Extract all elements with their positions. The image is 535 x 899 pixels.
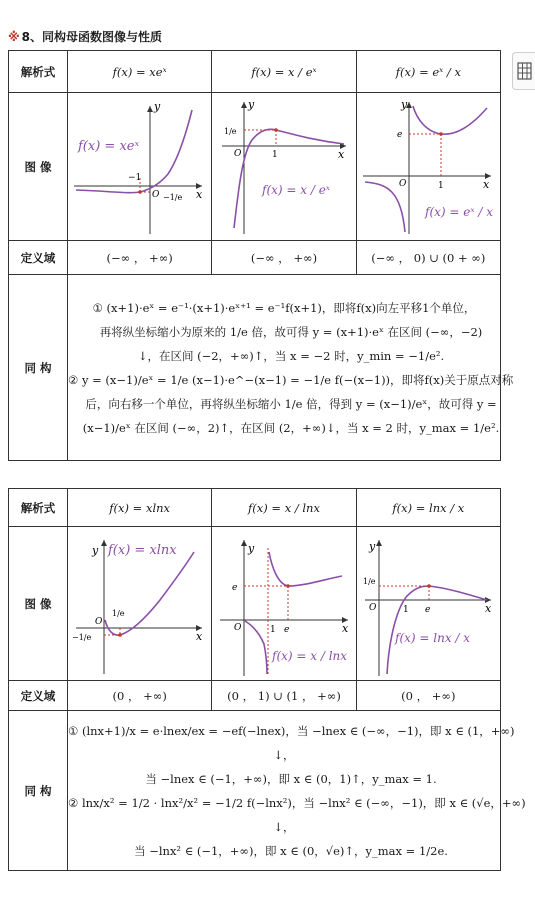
tong-line: ① (x+1)·eˣ = e⁻¹·(x+1)·eˣ⁺¹ = e⁻¹f(x+1)，即将f(x)向左平移1个单位， (92, 300, 476, 315)
row-tong (9, 711, 501, 871)
g6-origin-label: O (368, 602, 377, 613)
row-expression (9, 51, 501, 93)
tong-line: 当 −lnx² ∈ (−1，+∞)，即 x ∈ (0，√e)↑，y_max = 1/2e. (134, 843, 448, 858)
graph-2 (212, 527, 356, 681)
tong-line: ↓， (273, 819, 295, 834)
g1-x-label: x (196, 187, 203, 201)
g2-one-label: 1 (272, 149, 279, 160)
label-expression: 解析式 (9, 51, 68, 93)
tong-line: 后，向右移一个单位，再将纵坐标缩小 1/e 倍，得到 y = (x−1)/eˣ，故可得 y = (85, 396, 497, 411)
domain-2: (0 ， 1) ∪ (1 ， +∞) (212, 681, 356, 711)
g5-origin-label: O (234, 622, 242, 633)
g3-x-label: x (482, 177, 489, 191)
g3-y-label: y (400, 97, 407, 111)
label-expression: 解析式 (9, 489, 68, 527)
g6-x-label: x (484, 601, 491, 615)
g5-one-label: 1 (270, 624, 277, 635)
label-domain: 定义域 (9, 681, 68, 711)
domain-3: (0 ， +∞) (356, 681, 500, 711)
g4-y-label: y (92, 543, 99, 557)
func-3: f(x) = lnx / x (356, 489, 500, 527)
g5-x-label: x (342, 621, 349, 635)
domain-2: (−∞ ， +∞) (212, 241, 356, 275)
row-domain (9, 681, 501, 711)
g6-one-label: 1 (402, 604, 409, 615)
g1-y-label: y (154, 99, 161, 113)
func-2: f(x) = x / eˣ (212, 51, 356, 93)
tong-content (68, 711, 526, 871)
section-heading (8, 28, 162, 48)
g6-y-label: y (368, 539, 375, 553)
g4-origin-label: O (95, 616, 103, 627)
tong-line: 再将纵坐标缩小为原来的 1/e 倍，故可得 y = (x+1)·eˣ 在区间 (−∞，−2) (99, 324, 483, 339)
g2-inv-e-label: 1/e (224, 126, 237, 136)
g2-y-label: y (248, 97, 255, 111)
row-domain (9, 241, 501, 275)
row-tong (9, 275, 501, 461)
func-1: f(x) = xlnx (68, 489, 212, 527)
label-graph: 图 像 (9, 527, 68, 681)
g5-function-label: f(x) = x / lnx (272, 648, 348, 663)
g4-function-label: f(x) = xlnx (108, 542, 177, 558)
func-2: f(x) = x / lnx (212, 489, 356, 527)
func-1: f(x) = xeˣ (68, 51, 212, 93)
g2-origin-label: O (234, 148, 242, 159)
tong-line: ↓， (273, 747, 295, 762)
tong-line: 当 −lnex ∈ (−1，+∞)，即 x ∈ (0，1)↑，y_max = 1. (145, 771, 437, 786)
tong-line: ① (lnx+1)/x = e·lnex/ex = −ef(−lnex)，当 −lnex ∈ (−∞，−1)，即 x ∈ (1，+∞) (68, 723, 515, 738)
g5-e-label: e (284, 624, 290, 635)
g5-ye-label: e (232, 582, 238, 593)
g2-x-label: x (338, 147, 345, 161)
g3-e-label: e (396, 129, 402, 140)
domain-1: (−∞ ， +∞) (68, 241, 212, 275)
g1-function-label: f(x) = xeˣ (78, 138, 140, 154)
domain-1: (0 ， +∞) (68, 681, 212, 711)
label-tong: 同 构 (9, 711, 68, 871)
row-expression (9, 489, 501, 527)
graph-2 (212, 93, 356, 241)
domain-3: (−∞ ， 0) ∪ (0 + ∞) (356, 241, 500, 275)
label-domain: 定义域 (9, 241, 68, 275)
label-tong: 同 构 (9, 275, 68, 461)
g5-y-label: y (248, 541, 255, 555)
row-graph (9, 527, 501, 681)
tong-content (68, 275, 514, 461)
row-graph (9, 93, 501, 241)
g6-inv-e-label: 1/e (362, 576, 376, 586)
g6-function-label: f(x) = lnx / x (394, 630, 470, 645)
g3-one-label: 1 (437, 180, 444, 191)
g4-inv-e-label: 1/e (112, 608, 125, 618)
label-graph: 图 像 (9, 93, 68, 241)
tong-line: (x−1)/eˣ 在区间 (−∞，2)↑，在区间 (2，+∞)↓，当 x = 2 时，y_max = 1/e². (82, 420, 500, 435)
section-title: 8、同构母函数图像与性质 (21, 30, 163, 44)
g4-minus-inv-e-label: −1/e (72, 632, 92, 642)
g1-minus-one-label: −1 (128, 172, 142, 183)
grid-icon (517, 62, 532, 80)
g1-minus-inv-e-label: −1/e (163, 192, 183, 202)
table-logarithmic (8, 488, 526, 871)
side-tool-button[interactable] (512, 52, 535, 90)
graph-3 (356, 527, 500, 681)
g2-function-label: f(x) = x / eˣ (262, 182, 331, 197)
graph-1 (68, 93, 212, 241)
graph-1 (68, 527, 212, 681)
tong-line: ↓，在区间 (−2，+∞)↑，当 x = −2 时，y_min = −1/e². (137, 348, 445, 363)
table-exponential (8, 50, 514, 461)
tong-line: ② y = (x−1)/eˣ = 1/e (x−1)·e^−(x−1) = −1/e f(−(x−1))，即将f(x)关于原点对称 (68, 372, 514, 387)
g4-x-label: x (196, 629, 203, 643)
g3-origin-label: O (398, 178, 407, 189)
func-3: f(x) = eˣ / x (356, 51, 500, 93)
reference-mark: ※ (8, 30, 20, 44)
g3-function-label: f(x) = eˣ / x (424, 204, 493, 219)
graph-3 (356, 93, 500, 241)
tong-line: ② lnx/x² = 1/2 · lnx²/x² = −1/2 f(−lnx²)，当 −lnx² ∈ (−∞，−1)，即 x ∈ (√e，+∞) (68, 795, 526, 810)
g6-e-label: e (424, 604, 430, 615)
g1-origin-label: O (152, 189, 160, 200)
